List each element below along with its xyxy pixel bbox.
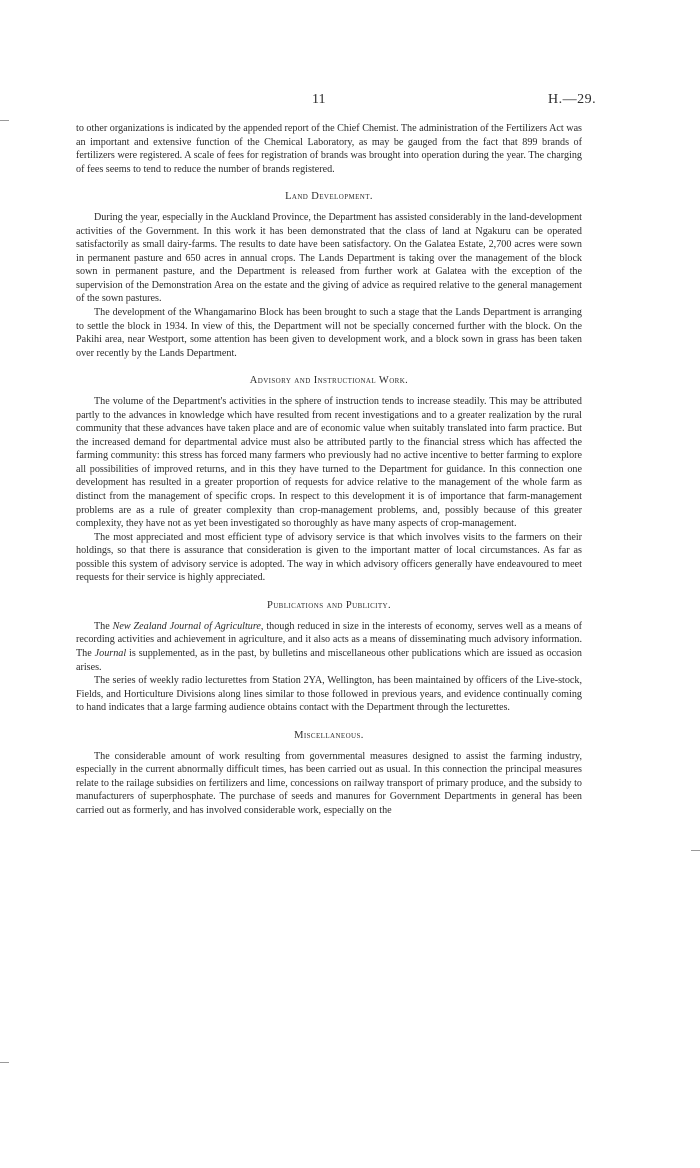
section-heading-publications: Publications and Publicity. [266, 599, 392, 611]
journal-title: New Zealand Journal of Agriculture [112, 620, 261, 632]
publications-paragraph-2: The series of weekly radio lecturettes from Station 2YA, Wellington, has been maintained by officers of the Live-stock, Fields, and Horticulture Divisions along lines similar to those followed in previous years, and evidence continually coming to hand indicates that a large farming audience obtains contact with the Department through the lecturettes. [76, 675, 582, 714]
document-reference: H.—29. [548, 92, 597, 107]
land-development-paragraph-2: The development of the Whangamarino Block has been brought to such a stage that the Lands Department is arranging to settle the block in 1934. In view of this, the Department will not be specially concerned further with the block. On the Pakihi area, near Westport, some attention has been given to development work, and a block sown in grass has been taken over recently by the Lands Department. [76, 307, 582, 359]
page-header [0, 92, 700, 108]
publications-text-pre: The [94, 620, 113, 632]
publications-paragraph-1 [76, 620, 582, 674]
publications-text-mid: , though reduced in size in the interests of economy, serves well as a means of recording activities and achievement in agriculture, and it also acts as a means of disseminating much advisory information. The [76, 620, 582, 659]
publications-text-post: is supplemented, as in the past, by bulletins and miscellaneous other publications which are issued as occasion arises. [76, 647, 582, 673]
section-heading-land-development: Land Development. [285, 191, 373, 203]
land-development-paragraph-1: During the year, especially in the Auckland Province, the Department has assisted considerably in the land-development activities of the Government. In this work it has been demonstrated that the class of land at Ngakuru can be operated satisfactorily as small dairy-farms. The results to date have been satisfactory. On the Galatea Estate, 2,700 acres were sown in permanent pasture and 650 acres in annual crops. The Lands Department is taking over the management of the block sown in permanent pasture, and the Department is released from further work at Galatea with the exception of the supervision of the Demonstration Area on the estate and the giving of advice as required relative to the general management of the sown pastures. [76, 212, 582, 305]
miscellaneous-paragraph-1: The considerable amount of work resulting from governmental measures designed to assist the farming industry, especially in the current abnormally difficult times, has been carried out as usual. In this connection the principal measures relate to the railage subsidies on fertilizers and lime, concessions on railway transport of primary produce, and the subsidy to manufacturers of superphosphate. The purchase of seeds and manures for Government Departments in general has been carried out as formerly, and has involved considerable work, especially on the [76, 750, 582, 816]
scan-margin-mark [0, 1062, 9, 1063]
document-body [76, 122, 582, 817]
section-heading-advisory: Advisory and Instructional Work. [249, 375, 409, 387]
intro-paragraph: to other organizations is indicated by the appended report of the Chief Chemist. The administration of the Fertilizers Act was an important and extensive function of the Chemical Laboratory, as may be gauged from the fact that 899 brands of fertilizers were registered. A scale of fees for registration of brands was brought into operation during the year. The charging of fees seems to tend to reduce the number of brands registered. [76, 123, 582, 175]
page-number: 11 [312, 92, 326, 107]
section-heading-miscellaneous: Miscellaneous. [294, 729, 364, 741]
journal-title-short: Journal [94, 647, 127, 659]
scan-margin-mark [691, 850, 700, 851]
advisory-paragraph-2: The most appreciated and most efficient type of advisory service is that which involves visits to the farmers on their holdings, so that there is assurance that consideration is given to the important matter of local circumstances. As far as possible this system of advisory service is adopted. The way in which advisory officers generally have endeavoured to meet requests for their service is highly appreciated. [76, 531, 582, 584]
advisory-paragraph-1: The volume of the Department's activities in the sphere of instruction tends to increase steadily. This may be attributed partly to the advances in knowledge which have resulted from recent investigations and to a greater realization by the rural community that these advances have taken place and are of economic value when suitably translated into farm practice. But the increased demand for departmental advice must also be attributed partly to the financial stress which has affected the farming community: this stress has forced many farmers who previously had no active incentive to better farming to explore all possibilities of improved returns, and in this they have turned to the Department for guidance. In this connection one development has resulted in a greater proportion of requests for advice relative to the management of the whole farm as distinct from the management of specific crops. In respect to this development it is of importance that farm-management problems are as a rule of greater complexity than crop-management problems, and, possibly because of this greater complexity, they have not as yet been investigated so thoroughly as have many aspects of crop-management. [76, 396, 582, 530]
scan-margin-mark [0, 120, 9, 121]
